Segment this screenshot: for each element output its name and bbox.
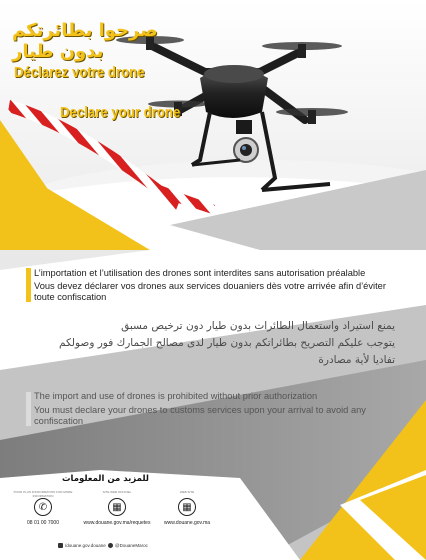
footer-web-site[interactable] [152,490,222,526]
twitter-icon [108,543,113,548]
footer-title: للمزيد من المعلومات [62,474,149,484]
facebook-icon [58,543,63,548]
footer-phone-caption: POUR PLUS D'INFORMATION FOR MORE INFORMATION [13,490,73,498]
facebook-handle-text: /douane.gov.douane [65,543,106,548]
headline-french: Déclarez votre drone [14,64,145,81]
notice-arabic-line2: يتوجب عليكم التصريح بطائراتكم بدون طيار لدى مصالح الجمارك فور وصولكم [59,337,395,349]
twitter-handle-text: @DouaneMaroc [115,543,148,548]
footer-web-site-value: www.douane.gov.ma [163,520,211,526]
footer-web-site-caption: WEB SITE [179,490,195,494]
footer-phone[interactable] [8,490,78,526]
footer-phone-value: 08 01 00 7000 [27,520,59,526]
notice-french-line1: L’importation et l’utilisation des drones sont interdites sans autorisation préalable [34,268,366,278]
web-icon: ▦ [108,498,126,516]
facebook-handle[interactable] [58,543,106,548]
notice-arabic [40,318,395,369]
footer-web-requests-caption: SITE WEB OFFICIEL [102,490,132,494]
notice-english-line2: You must declare your drones to customs services upon your arrival to avoid any confiscation [34,405,366,426]
yellow-bar [26,268,31,302]
gray-bar [26,392,31,426]
web-icon: ▦ [178,498,196,516]
footer-web-requests[interactable] [82,490,152,526]
notice-french-line2: Vous devez déclarer vos drones aux services douaniers dès votre arrivée afin d’éviter toute confiscation [34,281,386,302]
phone-icon: ✆ [34,498,52,516]
headline-arabic: صرحوا بطائرتكم بدون طيار [12,20,158,62]
headline-english: Declare your drone [60,104,181,121]
footer-web-requests-value: www.douane.gov.ma/requetes [83,520,151,526]
notice-arabic-line1: يمنع استيراد واستعمال الطائرات بدون طيار دون ترخيص مسبق [121,320,395,332]
notice-arabic-line3: تفاديا لأية مصادرة [318,354,395,366]
twitter-handle[interactable] [108,543,148,548]
notice-english-line1: The import and use of drones is prohibited without prior authorization [34,391,318,401]
